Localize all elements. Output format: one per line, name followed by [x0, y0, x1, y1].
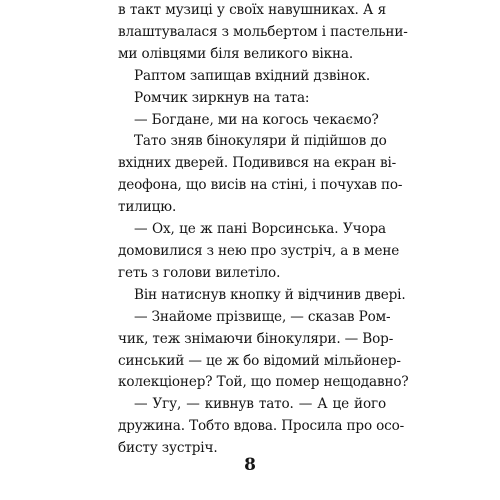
text-line: — Знайоме прізвище, — сказав Ром-	[134, 308, 391, 325]
text-line: домовилися з нею про зустріч, а в мене	[118, 242, 400, 259]
page-number: 8	[244, 455, 256, 475]
body-text	[118, 0, 409, 460]
text-line: ми олівцями біля великого вікна.	[118, 45, 353, 62]
text-line: влаштувалася з мольбертом і пастельни-	[118, 23, 408, 40]
text-line: синський — це ж бо відомий мільйонер-	[118, 352, 401, 369]
text-line: — Угу, — кивнув тато. — А це його	[134, 396, 386, 413]
text-line: геть з голови вилетіло.	[118, 264, 281, 281]
text-line: Раптом запищав вхідний дзвінок.	[134, 67, 371, 84]
text-line: чик, теж знімаючи бінокуляри. — Вор-	[118, 330, 394, 347]
text-line: Він натиснув кнопку й відчинив двері.	[134, 286, 406, 303]
text-line: дружина. Тобто вдова. Просила про осо-	[118, 418, 405, 435]
text-line: Тато зняв бінокуляри й підійшов до	[134, 133, 387, 150]
text-line: Ромчик зиркнув на тата:	[134, 89, 310, 106]
text-line: деофона, що висів на стіні, і почухав по-	[118, 177, 403, 194]
text-line: бисту зустріч.	[118, 440, 218, 457]
text-line: — Ох, це ж пані Ворсинська. Учора	[134, 221, 386, 238]
text-line: тилицю.	[118, 199, 177, 216]
text-line: вхідних дверей. Подивився на екран ві-	[118, 155, 397, 172]
text-line: в такт музиці у своїх навушниках. А я	[118, 2, 386, 18]
text-line: — Богдане, ми на когось чекаємо?	[134, 111, 379, 128]
text-line: колекціонер? Той, що помер нещодавно?	[118, 374, 409, 391]
